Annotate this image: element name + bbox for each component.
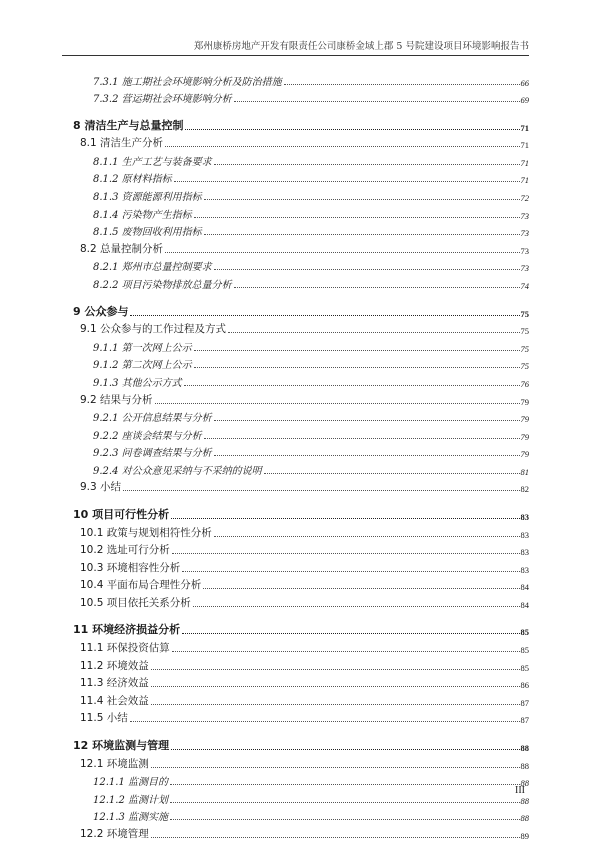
toc-entry-title: 9.2.1 公开信息结果与分析 xyxy=(93,413,212,425)
toc-entry-page: 79 xyxy=(520,449,529,460)
toc-entry-page: 83 xyxy=(520,564,529,575)
toc-entry-title: 9.3 小结 xyxy=(80,481,122,494)
toc-entry[interactable] xyxy=(62,498,529,522)
toc-entry-title: 10.2 选址可行分析 xyxy=(80,544,170,557)
toc-leader-dots xyxy=(170,818,520,820)
toc-leader-dots xyxy=(214,419,520,421)
toc-leader-dots xyxy=(151,766,520,768)
toc-entry-title: 9.2.2 座谈会结果与分析 xyxy=(93,430,202,442)
toc-entry[interactable] xyxy=(62,771,529,789)
toc-entry-title: 7.3.1 施工期社会环境影响分析及防治措施 xyxy=(93,76,282,88)
toc-leader-dots xyxy=(170,801,520,803)
toc-entry-page: 75 xyxy=(520,361,529,372)
toc-entry[interactable] xyxy=(62,203,529,221)
toc-entry[interactable] xyxy=(62,109,529,133)
toc-entry-page: 73 xyxy=(520,228,529,239)
toc-entry-page: 76 xyxy=(520,378,529,389)
toc-entry-title: 11.1 环保投资估算 xyxy=(80,642,170,655)
toc-entry[interactable] xyxy=(62,133,529,151)
toc-entry-title: 11.2 环境效益 xyxy=(80,659,149,672)
toc-leader-dots xyxy=(214,535,520,537)
toc-entry[interactable] xyxy=(62,823,529,841)
toc-entry[interactable] xyxy=(62,575,529,593)
toc-leader-dots xyxy=(203,587,519,589)
toc-entry-title: 8.2.1 郑州市总量控制要求 xyxy=(93,262,212,274)
toc-leader-dots xyxy=(184,384,520,386)
toc-entry-title: 12.2 环境管理 xyxy=(80,827,149,840)
toc-entry[interactable] xyxy=(62,673,529,691)
toc-leader-dots xyxy=(214,163,520,165)
toc-entry-page: 84 xyxy=(520,599,529,610)
toc-entry-page: 71 xyxy=(520,122,529,133)
toc-entry-title: 8.2 总量控制分析 xyxy=(80,242,164,255)
toc-leader-dots xyxy=(130,314,519,316)
toc-leader-dots xyxy=(204,198,520,200)
toc-entry[interactable] xyxy=(62,729,529,753)
toc-entry[interactable] xyxy=(62,168,529,186)
toc-entry-page: 79 xyxy=(520,396,529,407)
running-header: 郑州康桥房地产开发有限责任公司康桥金域上郡 5 号院建设项目环境影响报告书 xyxy=(193,41,529,52)
toc-entry[interactable] xyxy=(62,655,529,673)
toc-entry[interactable] xyxy=(62,708,529,726)
toc-entry[interactable] xyxy=(62,614,529,638)
toc-entry[interactable] xyxy=(62,540,529,558)
toc-entry[interactable] xyxy=(62,592,529,610)
toc-entry-title: 9.1 公众参与的工作过程及方式 xyxy=(80,323,227,336)
toc-entry-page: 73 xyxy=(520,210,529,221)
toc-leader-dots xyxy=(130,720,520,722)
toc-entry[interactable] xyxy=(62,753,529,771)
toc-entry[interactable] xyxy=(62,185,529,203)
toc-leader-dots xyxy=(214,454,520,456)
header-divider xyxy=(62,55,529,56)
toc-leader-dots xyxy=(228,331,519,333)
toc-entry-title: 11.3 经济效益 xyxy=(80,677,149,690)
toc-entry-title: 8.1.3 资源能源利用指标 xyxy=(93,192,202,204)
toc-entry-title: 9.1.2 第二次网上公示 xyxy=(93,360,192,372)
toc-entry-page: 88 xyxy=(520,813,529,824)
toc-entry[interactable] xyxy=(62,442,529,460)
toc-entry[interactable] xyxy=(62,295,529,319)
toc-entry-title: 11.4 社会效益 xyxy=(80,694,149,707)
toc-leader-dots xyxy=(172,650,520,652)
toc-entry[interactable] xyxy=(62,221,529,239)
toc-leader-dots xyxy=(234,100,520,102)
toc-entry-title: 9 公众参与 xyxy=(73,304,129,318)
toc-entry-title: 9.2 结果与分析 xyxy=(80,393,153,406)
toc-entry-page: 71 xyxy=(520,157,529,168)
toc-leader-dots xyxy=(182,632,519,634)
toc-leader-dots xyxy=(194,349,520,351)
toc-entry-page: 83 xyxy=(520,547,529,558)
toc-entry[interactable] xyxy=(62,238,529,256)
toc-leader-dots xyxy=(193,605,520,607)
toc-entry[interactable] xyxy=(62,354,529,372)
toc-entry-title: 9.1.3 其他公示方式 xyxy=(93,377,182,389)
toc-entry-page: 73 xyxy=(520,263,529,274)
toc-entry[interactable] xyxy=(62,522,529,540)
toc-entry-page: 72 xyxy=(520,193,529,204)
toc-entry-page: 81 xyxy=(520,466,529,477)
toc-leader-dots xyxy=(234,286,520,288)
toc-entry-page: 88 xyxy=(520,795,529,806)
toc-entry-page: 75 xyxy=(520,343,529,354)
toc-leader-dots xyxy=(171,517,519,519)
toc-leader-dots xyxy=(171,748,519,750)
toc-entry[interactable] xyxy=(62,637,529,655)
toc-entry[interactable] xyxy=(62,389,529,407)
toc-entry[interactable] xyxy=(62,336,529,354)
page-number: III xyxy=(515,785,525,796)
toc-entry-title: 10.3 环境相容性分析 xyxy=(80,561,181,574)
toc-entry-page: 85 xyxy=(520,645,529,656)
toc-entry-title: 8.1.4 污染物产生指标 xyxy=(93,209,192,221)
toc-entry-title: 12.1.2 监测计划 xyxy=(93,794,168,806)
toc-entry[interactable] xyxy=(62,459,529,477)
toc-leader-dots xyxy=(214,268,520,270)
toc-leader-dots xyxy=(170,783,520,785)
toc-entry-title: 8.2.2 项目污染物排放总量分析 xyxy=(93,280,232,292)
toc-leader-dots xyxy=(185,128,519,130)
toc-entry-page: 88 xyxy=(520,778,529,789)
toc-entry-page: 89 xyxy=(520,830,529,841)
toc-entry-page: 85 xyxy=(520,662,529,673)
toc-leader-dots xyxy=(151,703,520,705)
toc-entry-title: 10.4 平面布局合理性分析 xyxy=(80,579,202,592)
toc-entry-title: 9.2.3 问卷调查结果与分析 xyxy=(93,448,212,460)
toc-entry-title: 10 项目可行性分析 xyxy=(73,507,170,521)
toc-leader-dots xyxy=(182,570,519,572)
toc-entry-page: 86 xyxy=(520,680,529,691)
toc-entry-page: 79 xyxy=(520,431,529,442)
toc-leader-dots xyxy=(194,216,520,218)
toc-leader-dots xyxy=(204,437,520,439)
toc-entry[interactable] xyxy=(62,557,529,575)
toc-entry[interactable] xyxy=(62,788,529,806)
toc-leader-dots xyxy=(264,472,520,474)
toc-entry-title: 9.2.4 对公众意见采纳与不采纳的说明 xyxy=(93,465,262,477)
toc-leader-dots xyxy=(155,402,520,404)
toc-entry-page: 82 xyxy=(520,484,529,495)
toc-leader-dots xyxy=(194,366,520,368)
toc-entry-title: 11.5 小结 xyxy=(80,712,128,725)
toc-entry[interactable] xyxy=(62,407,529,425)
toc-entry-page: 71 xyxy=(520,175,529,186)
toc-entry-page: 85 xyxy=(520,627,529,638)
toc-entry-page: 73 xyxy=(520,245,529,256)
toc-entry-page: 88 xyxy=(520,742,529,753)
toc-entry-page: 74 xyxy=(520,281,529,292)
toc-leader-dots xyxy=(151,685,520,687)
toc-entry-title: 8.1 清洁生产分析 xyxy=(80,137,164,150)
toc-entry-title: 8.1.2 原材料指标 xyxy=(93,174,172,186)
toc-leader-dots xyxy=(172,552,520,554)
toc-entry[interactable] xyxy=(62,371,529,389)
toc-entry-title: 12.1 环境监测 xyxy=(80,757,149,770)
toc-entry-title: 11 环境经济损益分析 xyxy=(73,623,181,637)
toc-entry[interactable] xyxy=(62,424,529,442)
toc-leader-dots xyxy=(174,180,520,182)
toc-entry-page: 88 xyxy=(520,760,529,771)
toc-entry-title: 12.1.1 监测目的 xyxy=(93,777,168,789)
toc-entry-page: 79 xyxy=(520,414,529,425)
toc-entry[interactable] xyxy=(62,273,529,291)
toc-entry-page: 71 xyxy=(520,140,529,151)
toc-leader-dots xyxy=(204,233,520,235)
toc-leader-dots xyxy=(151,836,520,838)
toc-entry[interactable] xyxy=(62,256,529,274)
toc-entry-page: 87 xyxy=(520,715,529,726)
toc-entry-title: 12 环境监测与管理 xyxy=(73,738,170,752)
toc-entry[interactable] xyxy=(62,150,529,168)
toc-entry-title: 12.1.3 监测实施 xyxy=(93,812,168,824)
toc-entry-page: 87 xyxy=(520,697,529,708)
toc-entry-page: 66 xyxy=(520,77,529,88)
toc-entry-page: 75 xyxy=(520,326,529,337)
toc-entry-title: 8.1.5 废物回收利用指标 xyxy=(93,227,202,239)
table-of-contents xyxy=(62,70,529,841)
toc-leader-dots xyxy=(151,668,520,670)
toc-entry-page: 83 xyxy=(520,511,529,522)
toc-entry-page: 83 xyxy=(520,529,529,540)
toc-entry[interactable] xyxy=(62,88,529,106)
toc-entry[interactable] xyxy=(62,319,529,337)
toc-entry-title: 8 清洁生产与总量控制 xyxy=(73,118,184,132)
toc-entry-title: 7.3.2 营运期社会环境影响分析 xyxy=(93,94,232,106)
toc-entry-page: 69 xyxy=(520,95,529,106)
toc-leader-dots xyxy=(284,83,520,85)
toc-entry-title: 10.5 项目依托关系分析 xyxy=(80,596,191,609)
toc-leader-dots xyxy=(165,251,519,253)
toc-entry-title: 9.1.1 第一次网上公示 xyxy=(93,342,192,354)
toc-entry-title: 8.1.1 生产工艺与装备要求 xyxy=(93,156,212,168)
toc-entry-page: 84 xyxy=(520,582,529,593)
toc-entry[interactable] xyxy=(62,806,529,824)
toc-entry[interactable] xyxy=(62,70,529,88)
toc-entry-title: 10.1 政策与规划相符性分析 xyxy=(80,526,212,539)
toc-entry[interactable] xyxy=(62,690,529,708)
toc-leader-dots xyxy=(165,145,519,147)
toc-entry-page: 75 xyxy=(520,308,529,319)
toc-entry[interactable] xyxy=(62,477,529,495)
toc-leader-dots xyxy=(123,489,519,491)
